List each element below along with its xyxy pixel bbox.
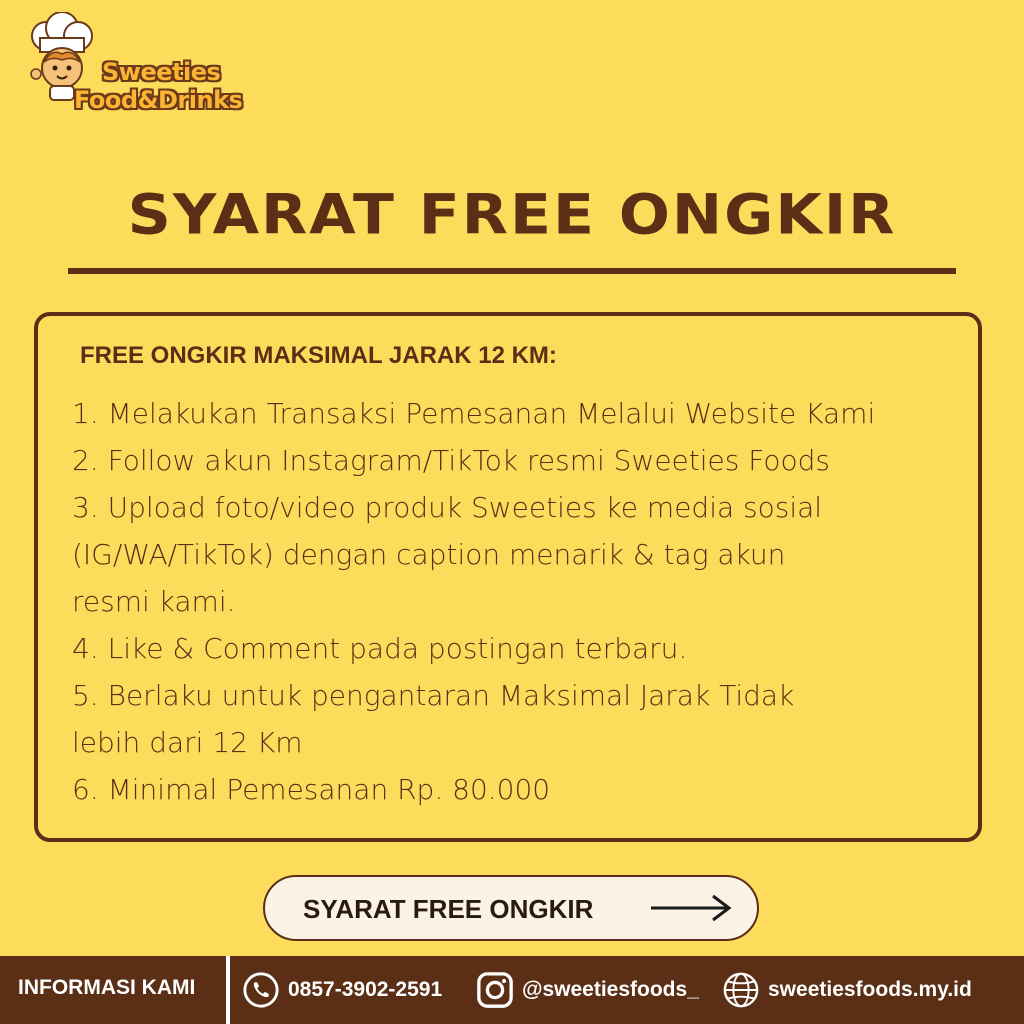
- terms-line: (IG/WA/TikTok) dengan caption menarik & tag akun: [72, 538, 786, 571]
- arrow-right-icon: [649, 893, 733, 923]
- footer-website-text: sweetiesfoods.my.id: [768, 978, 972, 1001]
- footer-instagram-text: @sweetiesfoods_: [522, 978, 699, 1001]
- terms-list: [72, 390, 972, 813]
- terms-line: 6. Minimal Pemesanan Rp. 80.000: [72, 773, 551, 806]
- terms-line: lebih dari 12 Km: [72, 726, 303, 759]
- footer-website[interactable]: [722, 970, 972, 1010]
- terms-line: resmi kami.: [72, 585, 236, 618]
- brand-logo: [22, 12, 242, 117]
- syarat-free-ongkir-button[interactable]: [263, 875, 759, 941]
- globe-icon: [722, 971, 760, 1009]
- instagram-icon: [476, 971, 514, 1009]
- terms-line: 3. Upload foto/video produk Sweeties ke media sosial: [72, 491, 823, 524]
- page-title: SYARAT FREE ONGKIR: [127, 182, 897, 248]
- title-divider: [68, 268, 956, 274]
- brand-line2: Food&Drinks: [74, 86, 243, 114]
- brand-line1: Sweeties: [102, 58, 221, 86]
- footer-phone-text: 0857-3902-2591: [288, 978, 443, 1001]
- terms-line: 1. Melakukan Transaksi Pemesanan Melalui Website Kami: [72, 397, 876, 430]
- cta-label: SYARAT FREE ONGKIR: [303, 894, 594, 924]
- terms-line: 4. Like & Comment pada postingan terbaru.: [72, 632, 688, 665]
- terms-heading: FREE ONGKIR MAKSIMAL JARAK 12 KM:: [80, 342, 557, 369]
- footer-phone[interactable]: [242, 970, 442, 1010]
- phone-icon: [242, 971, 280, 1009]
- footer-label: INFORMASI KAMI: [18, 976, 196, 999]
- footer-instagram[interactable]: [476, 970, 699, 1010]
- footer-bar: [0, 956, 1024, 1024]
- footer-divider: [226, 956, 230, 1024]
- terms-line: 5. Berlaku untuk pengantaran Maksimal Jarak Tidak: [72, 679, 795, 712]
- terms-line: 2. Follow akun Instagram/TikTok resmi Sweeties Foods: [72, 444, 830, 477]
- brand-name: [74, 58, 242, 114]
